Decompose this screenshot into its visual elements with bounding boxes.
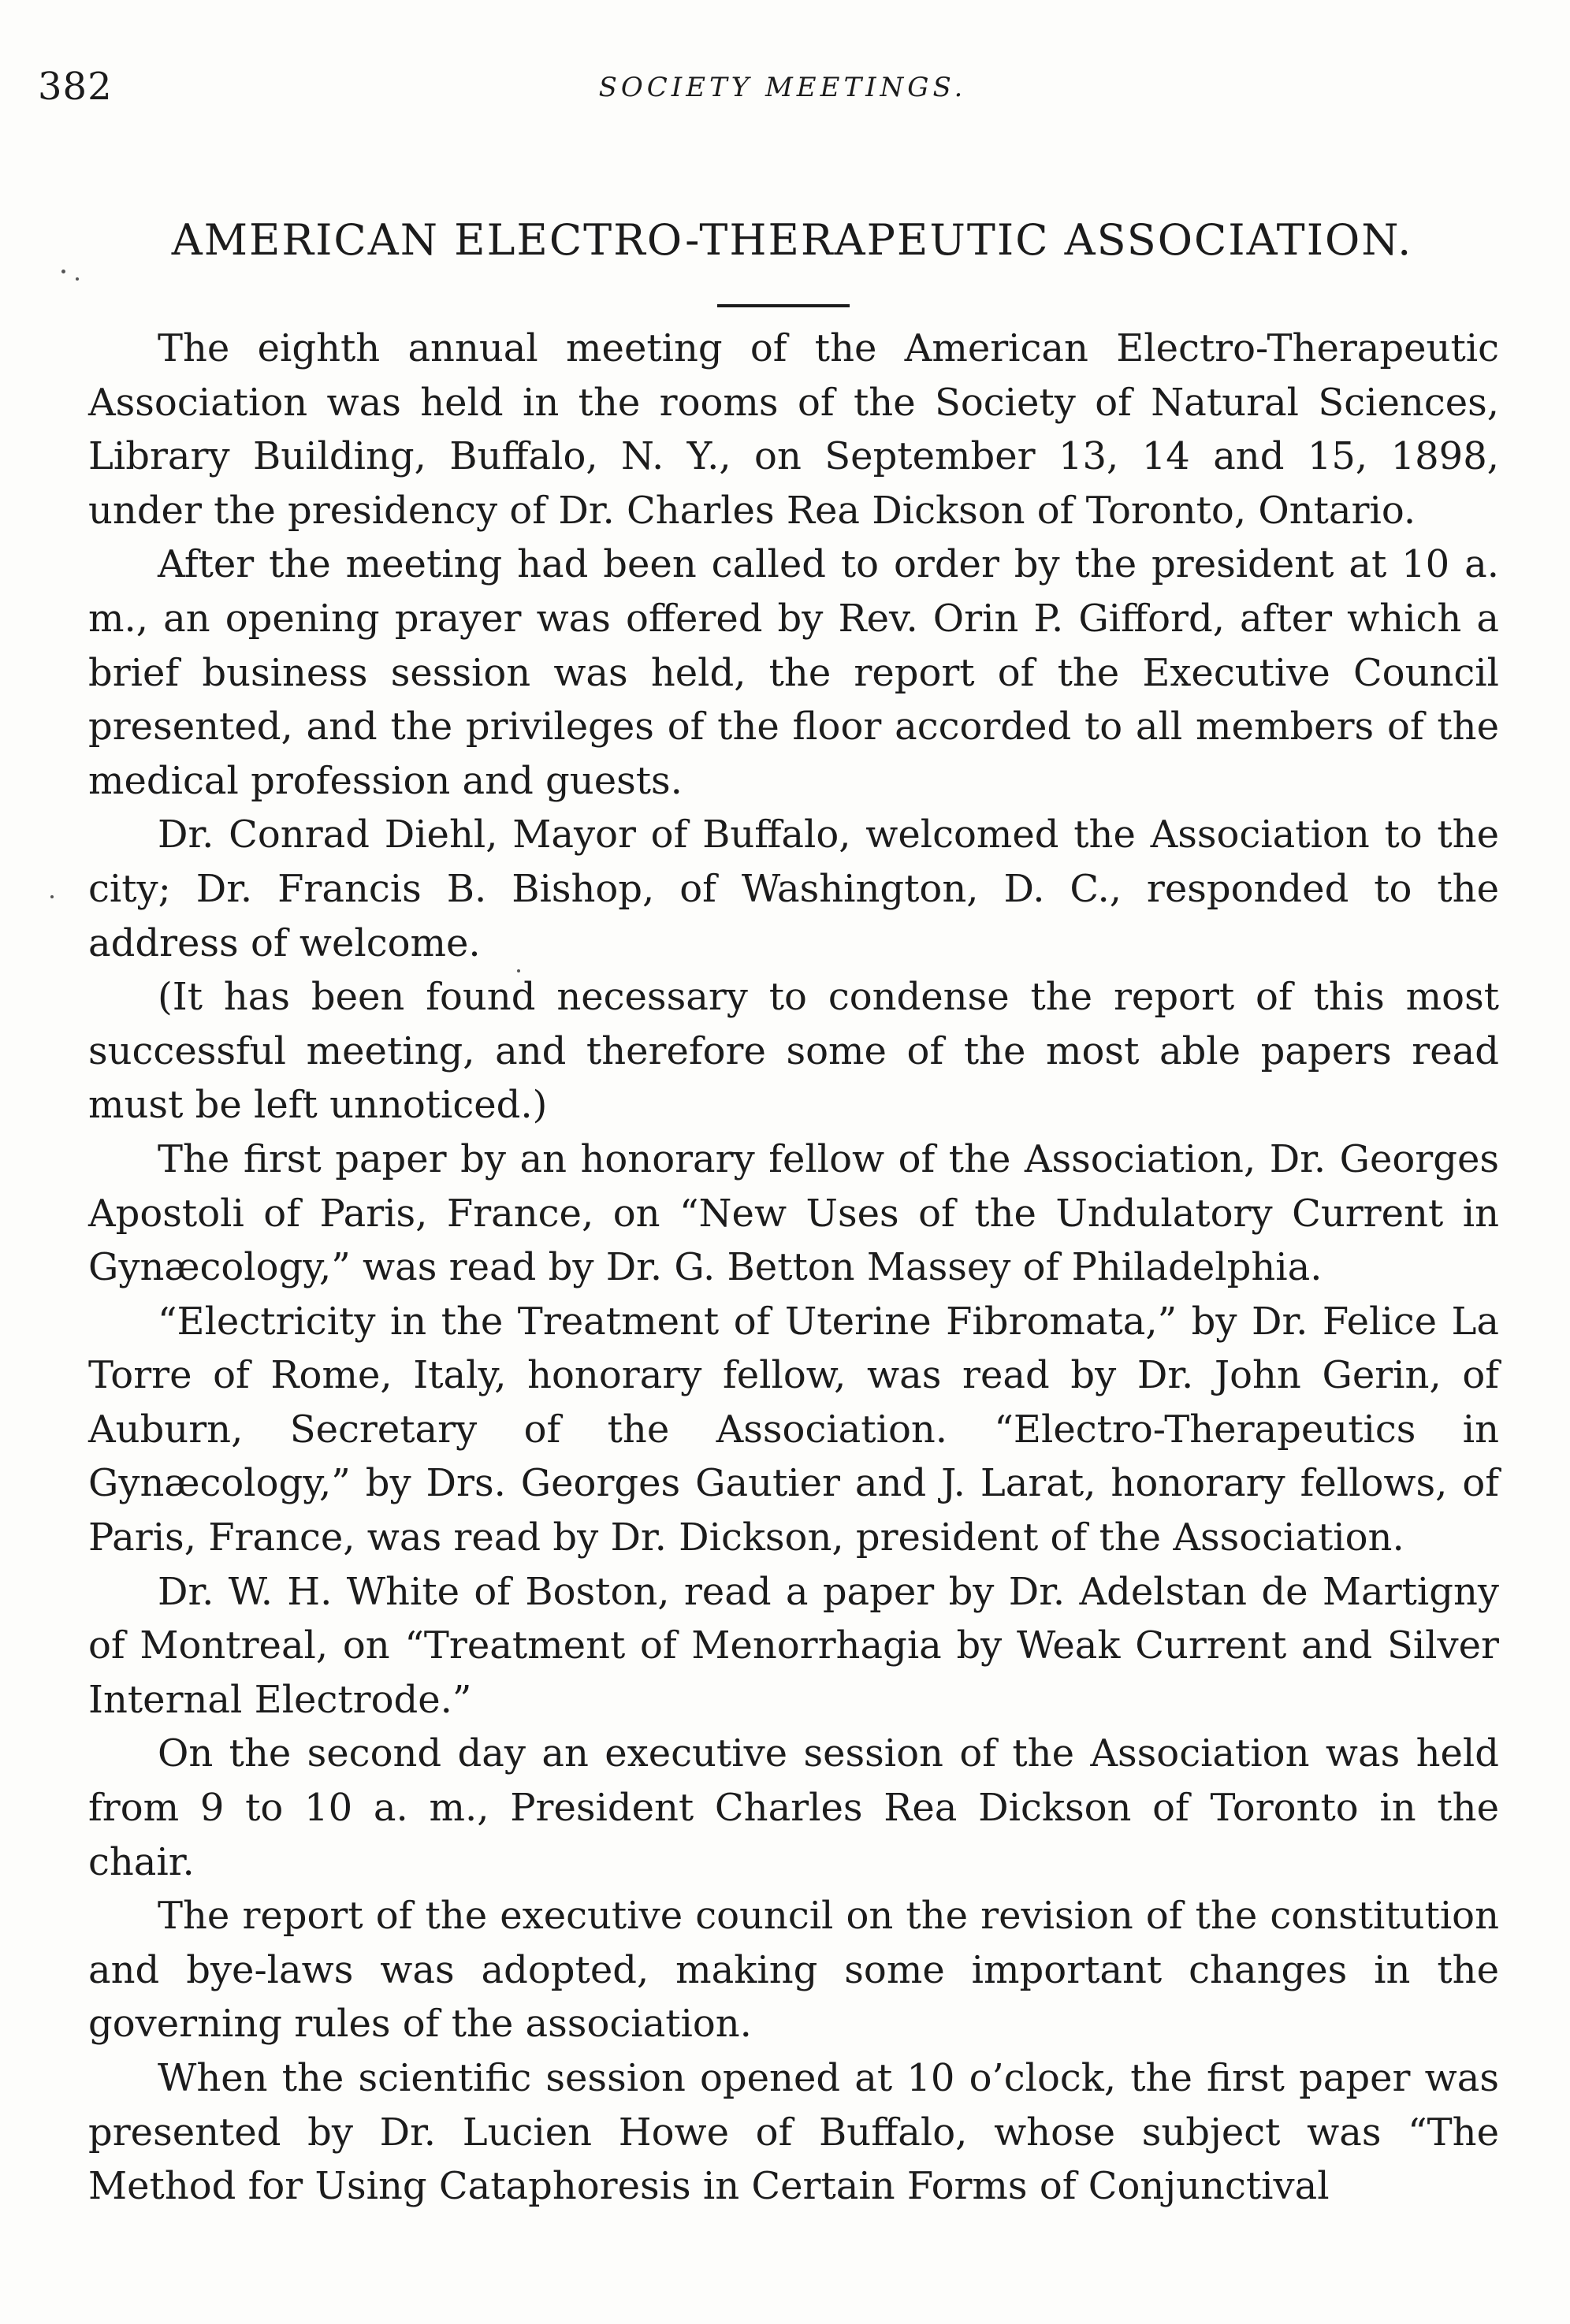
scan-speck xyxy=(76,277,79,281)
paragraph-opening-prayer: After the meeting had been called to order by the president at 10 a. m., an opening prayer was offered by Rev. Orin P. Gifford, after which a brief business session was held, the report of the Executive Council presented, and the privileges of the floor accorded to all members of the medical profession and guests. xyxy=(88,542,1499,803)
paragraph-scientific-session: When the scientific session opened at 10 o’clock, the first paper was presented by Dr. Lucien Howe of Buffalo, whose subject was “The Method for Using Cataphoresis in Certain Forms of Conjunctival xyxy=(88,2056,1499,2209)
paragraph-meeting-intro: The eighth annual meeting of the American Electro-Therapeutic Association was held in the rooms of the Society of Natural Sciences, Library Building, Buffalo, N. Y., on September 13, 14 and 15, 1898, under the presidency of Dr. Charles Rea Dickson of Toronto, Ontario. xyxy=(88,326,1499,533)
scan-speck xyxy=(50,895,54,898)
paragraph-mayor-welcome: Dr. Conrad Diehl, Mayor of Buffalo, welcomed the Association to the city; Dr. Francis B. Bishop, of Washington, D. C., responded to the address of welcome. xyxy=(88,812,1499,965)
article-title: AMERICAN ELECTRO-THERAPEUTIC ASSOCIATION. xyxy=(171,215,1413,265)
running-title: SOCIETY MEETINGS. xyxy=(598,72,967,103)
paragraph-council-report: The report of the executive council on the revision of the constitution and bye-laws was adopted, making some important changes in the governing rules of the association. xyxy=(88,1894,1499,2047)
paragraph-fibromata-paper: “Electricity in the Treatment of Uterine Fibromata,” by Dr. Felice La Torre of Rome, Italy, honorary fellow, was read by Dr. John Gerin, of Auburn, Secretary of the Association. “Electro-Therapeutics in Gynæcology,” by Drs. Georges Gautier and J. Larat, honorary fellows, of Paris, France, was read by Dr. Dickson, president of the Association. xyxy=(88,1299,1499,1560)
paragraph-first-paper: The first paper by an honorary fellow of the Association, Dr. Georges Apostoli of Paris, France, on “New Uses of the Undulatory Current in Gynæcology,” was read by Dr. G. Betton Massey of Philadelphia. xyxy=(88,1136,1499,1290)
title-divider xyxy=(717,304,850,307)
scan-speck xyxy=(61,270,65,273)
scan-speck xyxy=(517,969,520,972)
paragraph-menorrhagia-paper: Dr. W. H. White of Boston, read a paper by Dr. Adelstan de Martigny of Montreal, on “Treatment of Menorrhagia by Weak Current and Silver Internal Electrode.” xyxy=(88,1569,1499,1722)
page-number: 382 xyxy=(38,65,113,109)
running-header xyxy=(38,65,1496,109)
article-body xyxy=(88,322,1499,2214)
paragraph-editorial-note: (It has been found necessary to condense the report of this most successful meeting, and therefore some of the most able papers read must be left unnoticed.) xyxy=(88,975,1499,1128)
paragraph-executive-session: On the second day an executive session of the Association was held from 9 to 10 a. m., President Charles Rea Dickson of Toronto in the chair. xyxy=(88,1731,1499,1884)
